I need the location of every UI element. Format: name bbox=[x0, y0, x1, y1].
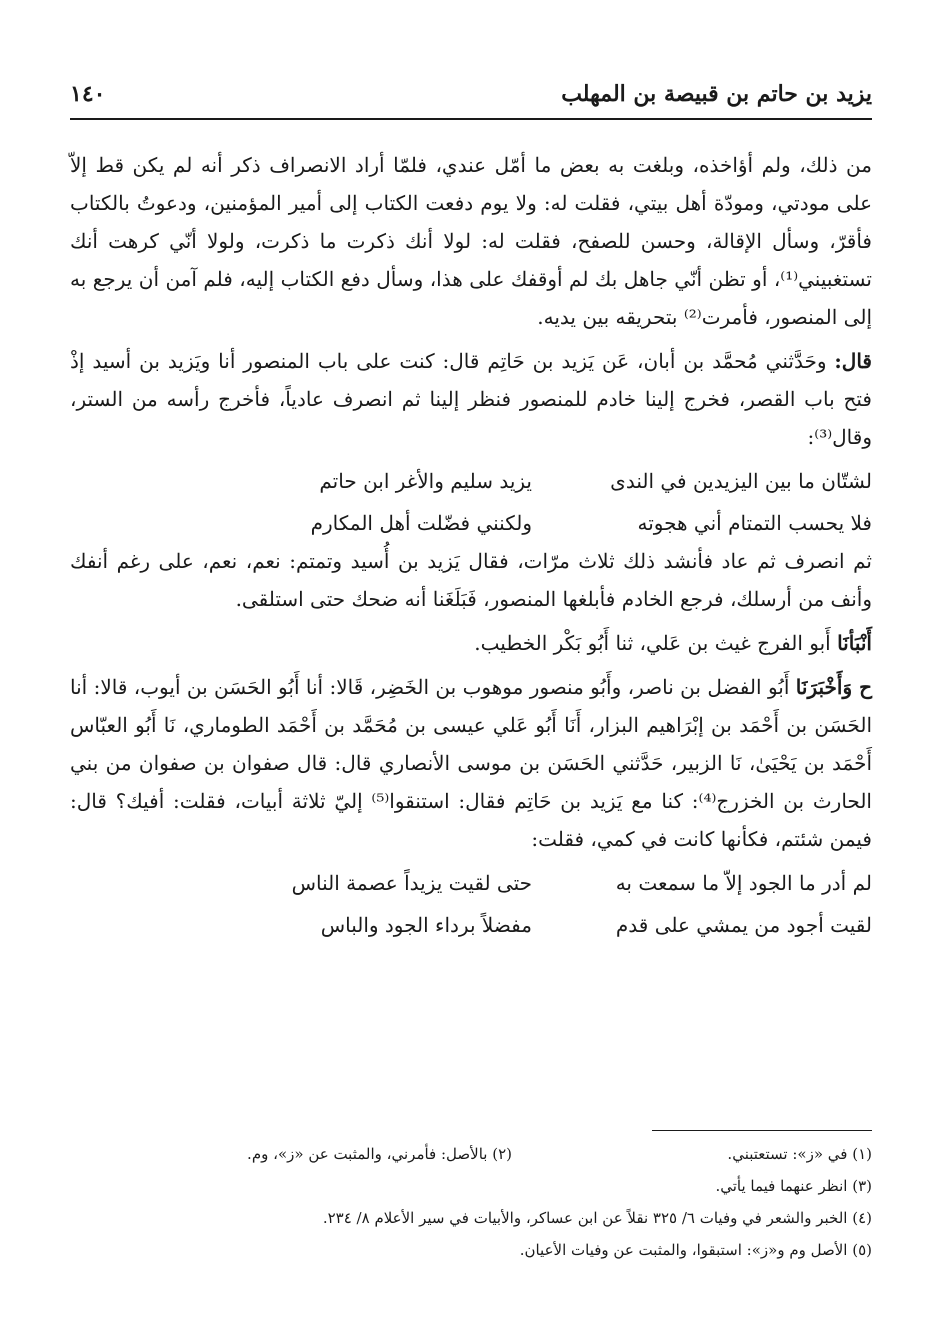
footnote-row bbox=[70, 1202, 872, 1234]
verse-second-hemistich: مفضلاً برداء الجود والباس bbox=[320, 913, 532, 937]
footnotes bbox=[70, 1138, 872, 1266]
paragraph-4-lead: أَنْبَأنَا bbox=[837, 631, 872, 655]
verse-line bbox=[172, 864, 872, 902]
paragraph-4 bbox=[70, 624, 872, 662]
paragraph-4-text: أَبو الفرج غيث بن عَلي، ثنا أَبُو بَكْر الخطيب. bbox=[474, 631, 831, 655]
header-rule bbox=[70, 118, 872, 120]
verse-first-hemistich: لم أدر ما الجود إلاّ ما سمعت به bbox=[615, 871, 872, 895]
paragraph-1-text: من ذلك، ولم أؤاخذه، وبلغت به بعض ما أمّل عندي، فلمّا أراد الانصراف ذكر أنه لم يكن قط إلاّ على مودتي، ومودّة أهل بيتي، فقلت له: ولا يوم دفعت الكتاب إلى أمير المؤمنين، ودعوتُ بالكتاب فأقرّ، وسأل الإقالة، وحسن للصفح، فقلت له: لولا أنك ذكرت ما ذكرت، ولولا أنّي كرهت أنك تستغبيني⁽¹⁾، أو تظن أنّي جاهل بك لم أوقفك على هذا، وسأل دفع الكتاب إليه، فلم آمن أن يرجع به إلى المنصور، فأمرت⁽²⁾ بتحريقه بين يديه. bbox=[70, 153, 872, 329]
poem-2 bbox=[70, 864, 872, 944]
verse-second-hemistich: ولكنني فضّلت أهل المكارم bbox=[310, 511, 532, 535]
main-text bbox=[70, 146, 872, 944]
footnote-5: (٥) الأصل وم و«ز»: استبقوا، والمثبت عن وفيات الأعيان. bbox=[519, 1241, 872, 1259]
poem-1 bbox=[70, 462, 872, 542]
paragraph-2-lead: قال: bbox=[834, 349, 872, 373]
footnote-row bbox=[70, 1234, 872, 1266]
paragraph-3 bbox=[70, 542, 872, 618]
paragraph-5 bbox=[70, 668, 872, 858]
footnote-2: (٢) بالأصل: فأمرني، والمثبت عن «ز»، وم. bbox=[247, 1145, 512, 1163]
verse-line bbox=[172, 504, 872, 542]
verse-second-hemistich: حتى لقيت يزيداً عصمة الناس bbox=[291, 871, 532, 895]
footnote-rule bbox=[652, 1130, 872, 1131]
page-number: ١٤٠ bbox=[70, 81, 106, 107]
running-header bbox=[70, 78, 872, 110]
paragraph-2-text: وحَدَّثني مُحمَّد بن أبان، عَن يَزيد بن حَاتِم قال: كنت على باب المنصور أنا ويَزيد بن أسيد إذْ فتح باب القصر، فخرج إلينا خادم للمنصور فنظر إلينا ثم انصرف عادياً، فأخرج رأسه من الستر، وقال⁽³⁾: bbox=[70, 349, 872, 449]
footnote-1: (١) في «ز»: تستعتبني. bbox=[727, 1145, 872, 1163]
paragraph-1 bbox=[70, 146, 872, 336]
paragraph-5-lead: ح وَأَخْبَرَنَا bbox=[795, 675, 872, 699]
verse-line bbox=[172, 462, 872, 500]
paragraph-2 bbox=[70, 342, 872, 456]
running-title: يزيد بن حاتم بن قبيصة بن المهلب bbox=[561, 81, 872, 107]
footnote-3: (٣) انظر عنهما فيما يأتي. bbox=[715, 1177, 872, 1195]
paragraph-3-text: ثم انصرف ثم عاد فأنشد ذلك ثلاث مرّات، فقال يَزيد بن أُسيد وتمتم: نعم، نعم، على رغم أنفك وأنف من أرسلك، فرجع الخادم فأبلغها المنصور، فَبَلَغَنا أنه ضحك حتى استلقى. bbox=[70, 549, 872, 611]
footnote-row bbox=[70, 1138, 872, 1170]
verse-line bbox=[172, 906, 872, 944]
verse-first-hemistich: لشتّان ما بين اليزيدين في الندى bbox=[610, 469, 872, 493]
verse-second-hemistich: يزيد سليم والأغر ابن حاتم bbox=[319, 469, 532, 493]
verse-first-hemistich: لقيت أجود من يمشي على قدم bbox=[615, 913, 872, 937]
footnote-row bbox=[70, 1170, 872, 1202]
paragraph-5-text: أَبُو الفضل بن ناصر، وأَبُو منصور موهوب بن الخَضِر، قَالا: أنا أَبُو الحَسَن بن أيوب، قالا: أنا الحَسَن بن أَحْمَد بن إبْرَاهيم البزار، أَنَا أَبُو عَلي عيسى بن مُحَمَّد بن أَحْمَد الطوماري، نَا أَبُو العبّاس أَحْمَد بن يَحْيَىٰ، نَا الزبير، حَدَّثني الحَسَن بن موسى الأنصاري قال: قال صفوان بن صفوان من بني الحارث بن الخزرج⁽⁴⁾: كنا مع يَزيد بن حَاتِم فقال: استنقوا⁽⁵⁾ إليّ ثلاثة أبيات، فقلت: أفيك؟ قال: فيمن شئتم، فكأنها كانت في كمي، فقلت: bbox=[70, 675, 872, 851]
verse-first-hemistich: فلا يحسب التمتام أني هجوته bbox=[637, 511, 872, 535]
footnote-4: (٤) الخبر والشعر في وفيات ٦/ ٣٢٥ نقلاً عن ابن عساكر، والأبيات في سير الأعلام ٨/ ٢٣٤. bbox=[322, 1209, 872, 1227]
